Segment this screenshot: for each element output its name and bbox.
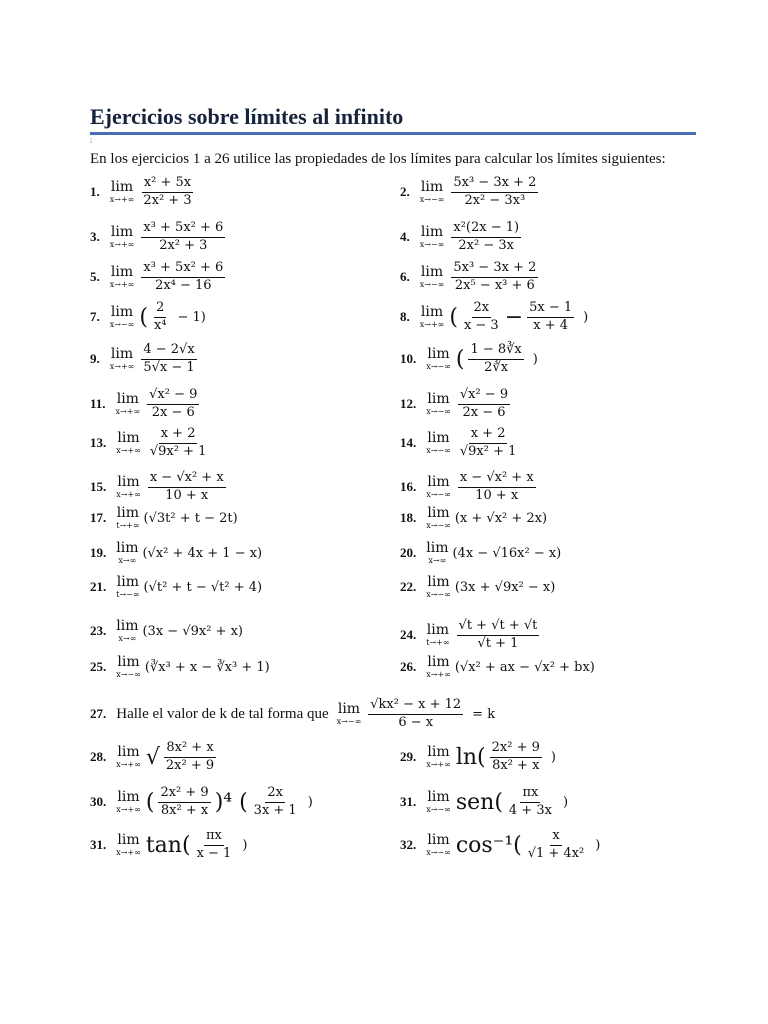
limit-expression: (4x − √16x² − x) <box>452 545 562 561</box>
fraction-denominator: 6 − x <box>398 714 434 730</box>
fraction-numerator: √x² − 9 <box>147 388 199 405</box>
exercise-number: 18. <box>400 510 417 525</box>
limit-operator <box>426 506 451 530</box>
exercise-number: 14. <box>400 435 417 451</box>
fraction-numerator: x³ + 5x² + 6 <box>141 261 225 278</box>
limit-subscript: x→−∞ <box>426 521 451 530</box>
fraction-denominator: √9x² + 1 <box>459 443 517 459</box>
limit-subscript: t→+∞ <box>116 521 140 530</box>
limit-word: lim <box>420 224 444 241</box>
exercise-number: 27. <box>90 706 107 722</box>
limit-expression: (3x − √9x² + x) <box>142 623 243 639</box>
limit-word: lim <box>117 474 140 491</box>
exercise-26 <box>400 655 595 679</box>
exercise-number: 25. <box>90 659 107 674</box>
fraction-numerator: πx <box>520 786 540 803</box>
limit-subscript: x→+∞ <box>109 240 135 250</box>
limit-word: lim <box>427 346 450 363</box>
expression-prefix: ( <box>139 304 148 330</box>
limit-subscript: x→+∞ <box>116 490 141 500</box>
exercise-3 <box>90 221 228 254</box>
limit-operator <box>420 305 445 329</box>
fraction-numerator-2: 2x <box>265 786 285 803</box>
exercise-number: 29. <box>400 749 417 765</box>
limit-word: lim <box>427 574 450 590</box>
exercise-24 <box>400 619 542 652</box>
exercise-12 <box>400 388 513 421</box>
exercise-6 <box>400 261 541 294</box>
fraction-2 <box>527 301 574 334</box>
limit-word: lim <box>420 304 444 321</box>
exercise-1 <box>90 176 197 209</box>
fraction-numerator: x <box>550 829 561 846</box>
exercise-16 <box>400 471 539 504</box>
limit-operator <box>426 790 451 814</box>
exercise-19 <box>90 541 262 565</box>
exercise-number: 31. <box>400 794 417 810</box>
expression-middle: − <box>504 304 524 330</box>
fraction-numerator: 5x³ − 3x + 2 <box>451 176 538 193</box>
limit-operator <box>110 225 135 249</box>
exercise-number: 16. <box>400 479 417 495</box>
exercise-statement: Halle el valor de k de tal forma que <box>116 705 329 722</box>
limit-subscript: x→−∞ <box>419 195 445 205</box>
limit-subscript: x→−∞ <box>426 407 451 417</box>
fraction <box>147 388 199 421</box>
limit-word: lim <box>110 264 134 281</box>
fraction-numerator: x³ + 5x² + 6 <box>141 221 225 238</box>
fraction <box>368 698 463 731</box>
fraction-numerator: √t + √t + √t <box>457 619 540 636</box>
limit-subscript: x→−∞ <box>426 362 451 372</box>
limit-subscript: x→+∞ <box>109 362 135 372</box>
fraction <box>152 301 169 334</box>
fraction <box>451 221 521 254</box>
exercise-number: 3. <box>90 229 100 245</box>
fraction-numerator: 4 − 2√x <box>141 343 196 360</box>
limit-subscript: x→−∞ <box>116 670 141 679</box>
limit-subscript: x→−∞ <box>109 320 135 330</box>
exercise-number: 13. <box>90 435 107 451</box>
exercise-20 <box>400 541 561 565</box>
exercise-17 <box>90 506 238 530</box>
limit-operator <box>110 180 135 204</box>
exercise-2 <box>400 176 541 209</box>
exercise-number: 11. <box>90 396 106 412</box>
exercise-31 <box>400 786 568 819</box>
fraction <box>158 786 210 819</box>
limit-expression: (√x² + 4x + 1 − x) <box>142 545 263 561</box>
fraction-2 <box>252 786 299 819</box>
limit-operator <box>426 541 448 565</box>
limit-subscript: x→−∞ <box>426 446 451 456</box>
exercise-number: 31. <box>90 837 107 853</box>
exercise-32 <box>90 829 247 862</box>
expression-prefix: tan( <box>145 832 191 858</box>
limit-operator <box>426 347 451 371</box>
limit-word: lim <box>427 391 450 408</box>
exercise-8 <box>400 301 588 334</box>
fraction-numerator: x − √x² + x <box>458 471 536 488</box>
fraction <box>458 388 510 421</box>
fraction-denominator: 2x⁴ − 16 <box>155 277 212 293</box>
limit-subscript: x→+∞ <box>109 195 135 205</box>
exercise-number: 15. <box>90 479 107 495</box>
expression-prefix: ( <box>449 304 458 330</box>
fraction-numerator: x² + 5x <box>142 176 193 193</box>
limit-subscript: x→+∞ <box>116 446 141 456</box>
fraction-numerator: 2x <box>472 301 492 318</box>
expression-prefix: ( <box>455 346 465 372</box>
limit-word: lim <box>117 832 140 849</box>
exercise-5 <box>90 261 228 294</box>
expression-prefix: ln( <box>455 744 486 770</box>
limit-operator <box>116 392 141 416</box>
fraction <box>457 619 540 652</box>
fraction-denominator: 2x² + 3 <box>159 237 208 253</box>
limit-operator <box>426 833 451 857</box>
limit-subscript: x→−∞ <box>426 805 451 815</box>
exercise-number: 4. <box>400 229 410 245</box>
limit-word: lim <box>116 391 139 408</box>
limit-subscript: x→+∞ <box>426 760 451 770</box>
limit-subscript: x→∞ <box>118 634 137 643</box>
fraction-numerator: x²(2x − 1) <box>451 221 521 238</box>
fraction-denominator: 2x⁵ − x³ + 6 <box>454 277 535 293</box>
fraction-denominator: x⁴ <box>153 317 167 333</box>
limit-word: lim <box>110 346 134 363</box>
exercise-number: 8. <box>400 309 410 325</box>
fraction <box>462 301 501 334</box>
exercise-14 <box>400 427 521 460</box>
fraction-denominator: 2x − 6 <box>462 404 506 420</box>
exercise-7 <box>90 301 206 334</box>
limit-word: lim <box>110 224 134 241</box>
expression-suffix: ) <box>583 309 589 325</box>
limit-operator <box>420 265 445 289</box>
exercise-number: 6. <box>400 269 410 285</box>
exercise-number: 24. <box>400 627 417 643</box>
fraction <box>141 261 225 294</box>
fraction <box>164 741 216 774</box>
limit-operator <box>426 431 451 455</box>
limit-subscript: x→+∞ <box>426 670 451 679</box>
exercise-33 <box>400 829 600 862</box>
limit-word: lim <box>427 654 450 670</box>
limit-operator <box>426 623 449 647</box>
expression-prefix: √ <box>145 744 160 770</box>
exercise-number: 5. <box>90 269 100 285</box>
limit-operator <box>116 541 138 565</box>
fraction-denominator: 5√x − 1 <box>143 359 195 375</box>
fraction-numerator: x + 2 <box>159 427 198 444</box>
limit-word: lim <box>427 832 450 849</box>
fraction <box>451 261 538 294</box>
limit-expression: (√3t² + t − 2t) <box>143 510 238 526</box>
limit-subscript: t→+∞ <box>426 638 450 648</box>
limit-word: lim <box>427 744 450 761</box>
fraction-denominator: x − 3 <box>463 317 499 333</box>
limit-word: lim <box>116 574 140 590</box>
exercise-27 <box>90 698 495 731</box>
limit-operator <box>420 180 445 204</box>
fraction-numerator: 1 − 8∛x <box>468 343 523 360</box>
exercise-number: 1. <box>90 184 100 200</box>
limit-word: lim <box>420 179 444 196</box>
limit-word: lim <box>427 789 450 806</box>
expression-suffix: ) <box>550 749 556 765</box>
fraction-denominator: 2x² + 9 <box>165 757 215 773</box>
exercise-28 <box>90 741 219 774</box>
exercise-10 <box>400 343 538 376</box>
limit-operator <box>426 392 451 416</box>
exercise-25 <box>90 655 270 679</box>
exercise-number: 12. <box>400 396 417 412</box>
limit-word: lim <box>427 505 450 521</box>
fraction-numerator: x − √x² + x <box>148 471 226 488</box>
exercise-number: 22. <box>400 579 417 594</box>
expression-suffix: ) <box>562 794 569 810</box>
fraction-denominator: 4 + 3x <box>508 802 552 818</box>
fraction-denominator: 2x² − 3x³ <box>464 192 526 208</box>
fraction <box>141 343 196 376</box>
limit-subscript: x→−∞ <box>419 240 445 250</box>
fraction-numerator: √x² − 9 <box>458 388 510 405</box>
fraction <box>141 221 225 254</box>
expression-suffix: ) <box>307 794 313 810</box>
limit-operator <box>110 347 135 371</box>
limit-operator <box>116 655 141 679</box>
limit-operator <box>116 745 141 769</box>
exercise-13 <box>90 427 211 460</box>
fraction-numerator: πx <box>204 829 224 846</box>
fraction-denominator-2: 3x + 1 <box>253 802 297 818</box>
fraction-denominator: 2x − 6 <box>151 404 195 420</box>
exercise-number: 10. <box>400 351 417 367</box>
limit-operator <box>116 790 141 814</box>
exercise-4 <box>400 221 524 254</box>
limit-subscript: x→+∞ <box>419 320 445 330</box>
fraction <box>195 829 234 862</box>
limit-operator <box>116 833 141 857</box>
limit-operator <box>110 305 135 329</box>
exercise-number: 7. <box>90 309 100 325</box>
fraction-denominator: 2∛x <box>484 359 509 375</box>
fraction-numerator: 8x² + x <box>164 741 215 758</box>
exercise-15 <box>90 471 229 504</box>
limit-subscript: t→−∞ <box>116 590 140 599</box>
exercise-11 <box>90 388 202 421</box>
exercise-30 <box>90 786 313 819</box>
limit-operator <box>116 475 141 499</box>
limit-word: lim <box>117 430 140 447</box>
limit-expression: (x + √x² + 2x) <box>454 510 548 526</box>
limit-subscript: x→+∞ <box>115 407 141 417</box>
limit-subscript: x→+∞ <box>116 848 141 858</box>
limit-word: lim <box>117 789 140 806</box>
exercise-number: 32. <box>400 837 417 853</box>
exercise-22 <box>400 575 555 599</box>
exercise-23 <box>90 619 243 643</box>
expression-prefix: ( <box>145 789 155 815</box>
exercise-number: 9. <box>90 351 100 367</box>
fraction-denominator: 8x² + x <box>492 757 540 773</box>
exercise-18 <box>400 506 547 530</box>
fraction-denominator: 10 + x <box>475 487 519 503</box>
fraction <box>526 829 587 862</box>
limit-subscript: x→+∞ <box>116 760 141 770</box>
limit-subscript: x→−∞ <box>336 717 362 727</box>
limit-word: lim <box>110 179 134 196</box>
limit-operator <box>426 475 451 499</box>
limit-subscript: x→−∞ <box>426 590 451 599</box>
limit-subscript: x→+∞ <box>116 805 141 815</box>
fraction-denominator: 8x² + x <box>160 802 209 818</box>
limit-word: lim <box>337 701 361 718</box>
fraction <box>148 471 226 504</box>
limit-subscript: x→∞ <box>428 556 447 565</box>
expression-prefix: sen( <box>455 789 503 815</box>
expression-suffix: ) <box>595 837 601 853</box>
fraction <box>148 427 209 460</box>
exercise-number: 21. <box>90 579 107 594</box>
fraction-numerator: x + 2 <box>469 427 508 444</box>
limit-subscript: x→+∞ <box>109 280 135 290</box>
exercise-number: 26. <box>400 659 417 674</box>
fraction-numerator: 2 <box>154 301 166 318</box>
limit-operator <box>110 265 135 289</box>
exercise-21 <box>90 575 262 599</box>
fraction-denominator-2: x + 4 <box>533 317 569 333</box>
tiny-mark: ; <box>90 136 93 144</box>
limit-word: lim <box>426 540 449 556</box>
fraction-denominator: √1 + 4x² <box>527 845 585 861</box>
limit-word: lim <box>116 618 139 634</box>
fraction <box>458 471 536 504</box>
limit-operator <box>337 702 362 726</box>
fraction-denominator: √9x² + 1 <box>149 443 207 459</box>
exercise-number: 2. <box>400 184 410 200</box>
limit-word: lim <box>116 505 140 521</box>
fraction-denominator: 10 + x <box>165 487 209 503</box>
limit-word: lim <box>110 304 134 321</box>
expression-suffix: ) <box>532 351 538 367</box>
instructions-text: En los ejercicios 1 a 26 utilice las propiedades de los límites para calcular los límites siguientes: <box>90 151 666 167</box>
limit-word: lim <box>117 654 140 670</box>
limit-word: lim <box>420 264 444 281</box>
limit-operator <box>116 431 141 455</box>
exercise-number: 20. <box>400 545 417 560</box>
limit-expression: (√t² + t − √t² + 4) <box>143 579 263 595</box>
limit-operator <box>116 506 139 530</box>
fraction-numerator: 2x² + 9 <box>490 741 542 758</box>
limit-subscript: x→−∞ <box>426 848 451 858</box>
expression-middle: )⁴ ( <box>214 789 248 815</box>
fraction <box>490 741 542 774</box>
expression-suffix: ) <box>242 837 248 853</box>
fraction-numerator-2: 5x − 1 <box>527 301 574 318</box>
limit-word: lim <box>426 622 450 639</box>
fraction-denominator: x − 1 <box>196 845 232 861</box>
fraction <box>451 176 538 209</box>
expression-suffix: − 1) <box>177 309 206 325</box>
limit-expression: (∛x³ + x − ∛x³ + 1) <box>144 659 270 675</box>
expression-prefix: cos⁻¹( <box>455 832 522 858</box>
fraction <box>141 176 193 209</box>
fraction-numerator: 5x³ − 3x + 2 <box>451 261 538 278</box>
limit-operator <box>426 745 451 769</box>
limit-expression: (√x² + ax − √x² + bx) <box>454 659 595 675</box>
title-underline <box>90 132 696 135</box>
fraction-denominator: 2x² + 3 <box>143 192 192 208</box>
fraction-denominator: 2x² − 3x <box>458 237 514 253</box>
limit-subscript: x→∞ <box>118 556 137 565</box>
limit-word: lim <box>427 430 450 447</box>
exercise-9 <box>90 343 200 376</box>
exercise-29 <box>400 741 556 774</box>
exercise-number: 19. <box>90 545 107 560</box>
limit-operator <box>116 619 138 643</box>
limit-operator <box>116 575 139 599</box>
fraction-numerator: 2x² + 9 <box>158 786 210 803</box>
limit-subscript: x→−∞ <box>426 490 451 500</box>
limit-operator <box>426 655 451 679</box>
fraction-numerator: √kx² − x + 12 <box>368 698 463 715</box>
fraction <box>507 786 554 819</box>
limit-subscript: x→−∞ <box>419 280 445 290</box>
exercise-number: 30. <box>90 794 107 810</box>
exercise-number: 17. <box>90 510 107 525</box>
limit-expression: (3x + √9x² − x) <box>454 579 556 595</box>
page-title: Ejercicios sobre límites al infinito <box>90 104 404 129</box>
limit-word: lim <box>117 744 140 761</box>
limit-word: lim <box>427 474 450 491</box>
fraction <box>458 427 519 460</box>
fraction <box>468 343 523 376</box>
exercise-number: 23. <box>90 623 107 638</box>
limit-word: lim <box>116 540 139 556</box>
limit-operator <box>420 225 445 249</box>
limit-operator <box>426 575 451 599</box>
exercise-number: 28. <box>90 749 107 765</box>
fraction-denominator: √t + 1 <box>477 635 519 651</box>
expression-suffix: = k <box>472 706 496 722</box>
